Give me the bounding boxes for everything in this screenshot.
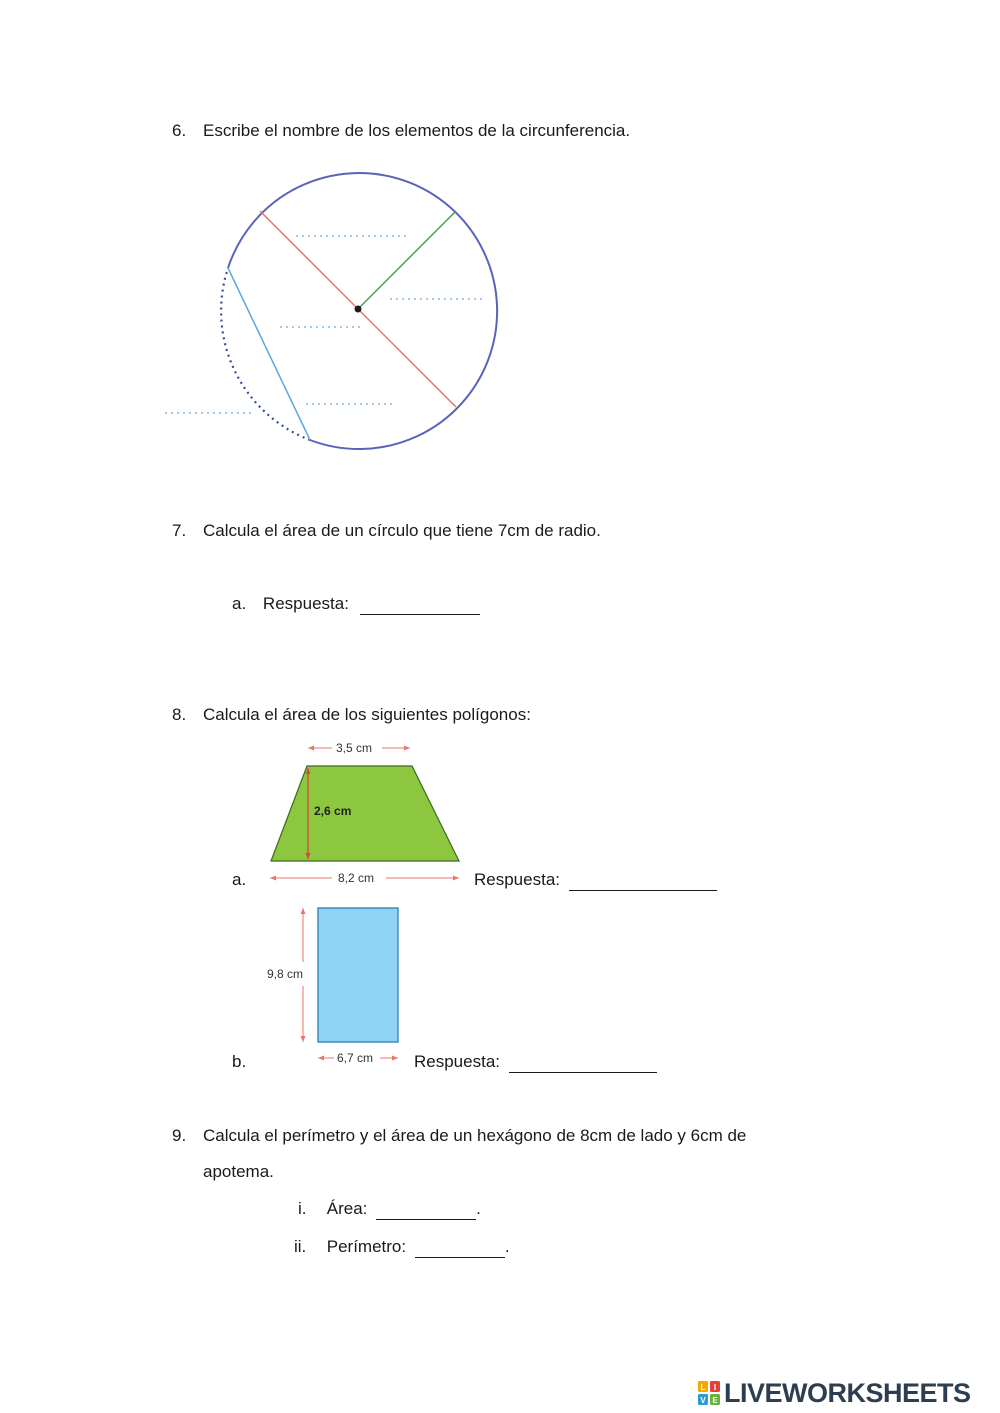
svg-text:L: L [700,1383,706,1392]
q9-area-label: Área: [326,1199,368,1218]
q9-area-row [298,1199,481,1220]
q9-area-numeral: i. [298,1199,307,1218]
q7-item-letter: a. [232,594,247,613]
center-point [355,306,362,313]
liveworksheets-logo [697,1378,993,1408]
rectangle-width-label: 6,7 cm [337,1051,374,1065]
q9-perimeter-row [294,1237,510,1258]
q7-answer-input[interactable] [360,596,480,615]
question-8-text: Calcula el área de los siguientes polígonos: [203,705,531,724]
question-6-number: 6. [172,121,187,140]
q8b-answer-row [414,1052,657,1073]
q8b-answer-input[interactable] [509,1054,657,1073]
q8a-letter: a. [232,870,247,889]
rectangle-shape [318,908,398,1042]
top-dimension-arrowhead-left [308,746,314,751]
trapezoid-base-label: 8,2 cm [338,871,375,885]
question-9-text-line1: Calcula el perímetro y el área de un hexágono de 8cm de lado y 6cm de [203,1126,747,1145]
svg-text:E: E [712,1396,718,1405]
base-dimension-arrowhead-left [270,876,276,881]
q9-perimeter-numeral: ii. [294,1237,307,1256]
trapezoid-height-label: 2,6 cm [314,804,352,818]
q9-area-input[interactable] [376,1201,476,1220]
question-9-text-line2: apotema. [203,1162,274,1181]
q7-answer-label: Respuesta: [262,594,349,613]
question-7-number: 7. [172,521,187,540]
q9-area-suffix: . [476,1199,481,1218]
q9-perimeter-suffix: . [504,1237,510,1256]
q8b-answer-label: Respuesta: [414,1052,500,1071]
svg-text:V: V [700,1396,706,1405]
q7-answer-row [232,594,480,615]
rect-height-arrowhead-bottom [301,1036,306,1042]
rectangle-height-label: 9,8 cm [267,967,304,981]
q9-perimeter-input[interactable] [415,1239,505,1258]
rect-width-arrowhead-left [318,1056,324,1061]
trapezoid-figure [262,736,472,886]
question-7-text: Calcula el área de un círculo que tiene 7cm de radio. [203,521,601,540]
base-dimension-arrowhead-right [453,876,459,881]
top-dimension-arrowhead-right [404,746,410,751]
question-6-text: Escribe el nombre de los elementos de la circunferencia. [203,121,631,140]
q8a-answer-label: Respuesta: [474,870,560,889]
rect-width-arrowhead-right [392,1056,398,1061]
q8a-answer-input[interactable] [569,872,717,891]
rect-height-arrowhead-top [301,908,306,914]
liveworksheets-logo-text: LIVEWORKSHEETS [724,1377,971,1408]
liveworksheets-logo-icon [697,1380,721,1406]
q9-perimeter-label: Perímetro: [326,1237,407,1256]
trapezoid-top-label: 3,5 cm [336,741,373,755]
question-9-number: 9. [172,1126,187,1145]
svg-text:I: I [713,1383,717,1392]
question-8-number: 8. [172,705,187,724]
circle-outline [228,173,497,449]
rectangle-figure [262,900,412,1072]
trapezoid-shape [271,766,459,861]
circle-diagram [150,160,510,460]
radius-line [358,211,456,309]
q8a-answer-row [474,870,717,891]
arc-dotted [221,268,310,440]
q8b-letter: b. [232,1052,247,1071]
